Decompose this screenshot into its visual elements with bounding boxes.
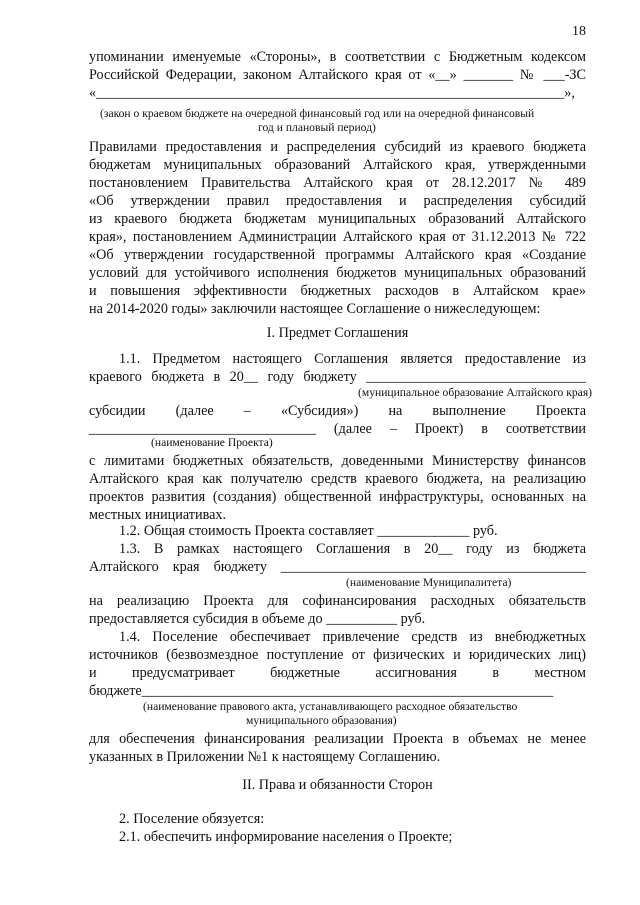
field-note: (закон о краевом бюджете на очередной финансовый год или на очередной финансовый <box>100 107 535 120</box>
field-note: (наименование правового акта, устанавливающего расходное обязательство <box>143 700 518 713</box>
section-heading: I. Предмет Соглашения <box>266 325 409 341</box>
text-line: источников (безвозмездное поступление от физических и юридических лиц) <box>89 647 586 663</box>
text-line: Правилами предоставления и распределения субсидий из краевого бюджета <box>89 139 586 155</box>
text-line: Алтайского края как получателю средств краевого бюджета, на реализацию <box>89 471 586 487</box>
text-line: «Об утверждении государственной программы Алтайского края «Создание <box>89 247 586 263</box>
field-note: год и плановый период) <box>258 121 376 134</box>
text-line: предоставляется субсидия в объеме до __________ руб. <box>89 611 426 627</box>
text-line: 1.4. Поселение обеспечивает привлечение средств из внебюджетных <box>119 629 586 645</box>
text-line: краевого бюджета в 20__ году бюджету _______________________________ <box>89 369 586 385</box>
text-line: Российской Федерации, законом Алтайского края от «__» _______ № ___-ЗС <box>89 67 586 83</box>
text-line: субсидии (далее – «Субсидия») на выполнение Проекта <box>89 403 586 419</box>
text-line: Алтайского края бюджету ___________________________________________ <box>89 559 586 575</box>
text-line: и предусматривает бюджетные ассигнования в местном <box>89 665 586 681</box>
text-line: указанных в Приложении №1 к настоящему Соглашению. <box>89 749 441 765</box>
text-line: с лимитами бюджетных обязательств, доведенными Министерству финансов <box>89 453 586 469</box>
text-line: 1.1. Предметом настоящего Соглашения является предоставление из <box>119 351 586 367</box>
field-note: (наименование Муниципалитета) <box>346 576 512 589</box>
text-line: бюджетам муниципальных образований Алтайского края, утвержденными <box>89 157 586 173</box>
field-note: муниципального образования) <box>246 714 397 727</box>
text-line: местных инициативах. <box>89 507 227 523</box>
text-line: 1.3. В рамках настоящего Соглашения в 20__ году из бюджета <box>119 541 586 557</box>
text-line: 1.2. Общая стоимость Проекта составляет _____________ руб. <box>119 523 498 539</box>
text-line: проектов развития (создания) общественной инфраструктуры, основанных на <box>89 489 586 505</box>
text-line: ________________________________ (далее – Проект) в соответствии <box>89 421 586 437</box>
text-line: 2. Поселение обязуется: <box>119 811 265 827</box>
field-note: (наименование Проекта) <box>151 436 273 449</box>
text-line: бюджете__________________________________________________________ <box>89 683 554 699</box>
field-note: (муниципальное образование Алтайского края) <box>358 386 593 399</box>
text-line: края», постановлением Администрации Алтайского края от 31.12.2013 № 722 <box>89 229 586 245</box>
text-line: условий для устойчивого исполнения бюджетов муниципальных образований <box>89 265 586 281</box>
text-line: и повышения эффективности бюджетных расходов в Алтайском крае» <box>89 283 586 299</box>
text-line: 2.1. обеспечить информирование населения о Проекте; <box>119 829 453 845</box>
text-line: из краевого бюджета бюджетам муниципальных образований Алтайского <box>89 211 586 227</box>
text-line: постановлением Правительства Алтайского края от 28.12.2017 № 489 <box>89 175 586 191</box>
section-heading: II. Права и обязанности Сторон <box>242 777 433 793</box>
page-number: 18 <box>572 24 586 39</box>
text-line: «__________________________________________________________________», <box>89 85 575 101</box>
text-line: на 2014-2020 годы» заключили настоящее Соглашение о нижеследующем: <box>89 301 541 317</box>
text-line: для обеспечения финансирования реализации Проекта в объемах не менее <box>89 731 586 747</box>
text-line: упоминании именуемые «Стороны», в соответствии с Бюджетным кодексом <box>89 49 586 65</box>
text-line: «Об утверждении правил предоставления и распределения субсидий <box>89 193 586 209</box>
text-line: на реализацию Проекта для софинансирования расходных обязательств <box>89 593 586 609</box>
